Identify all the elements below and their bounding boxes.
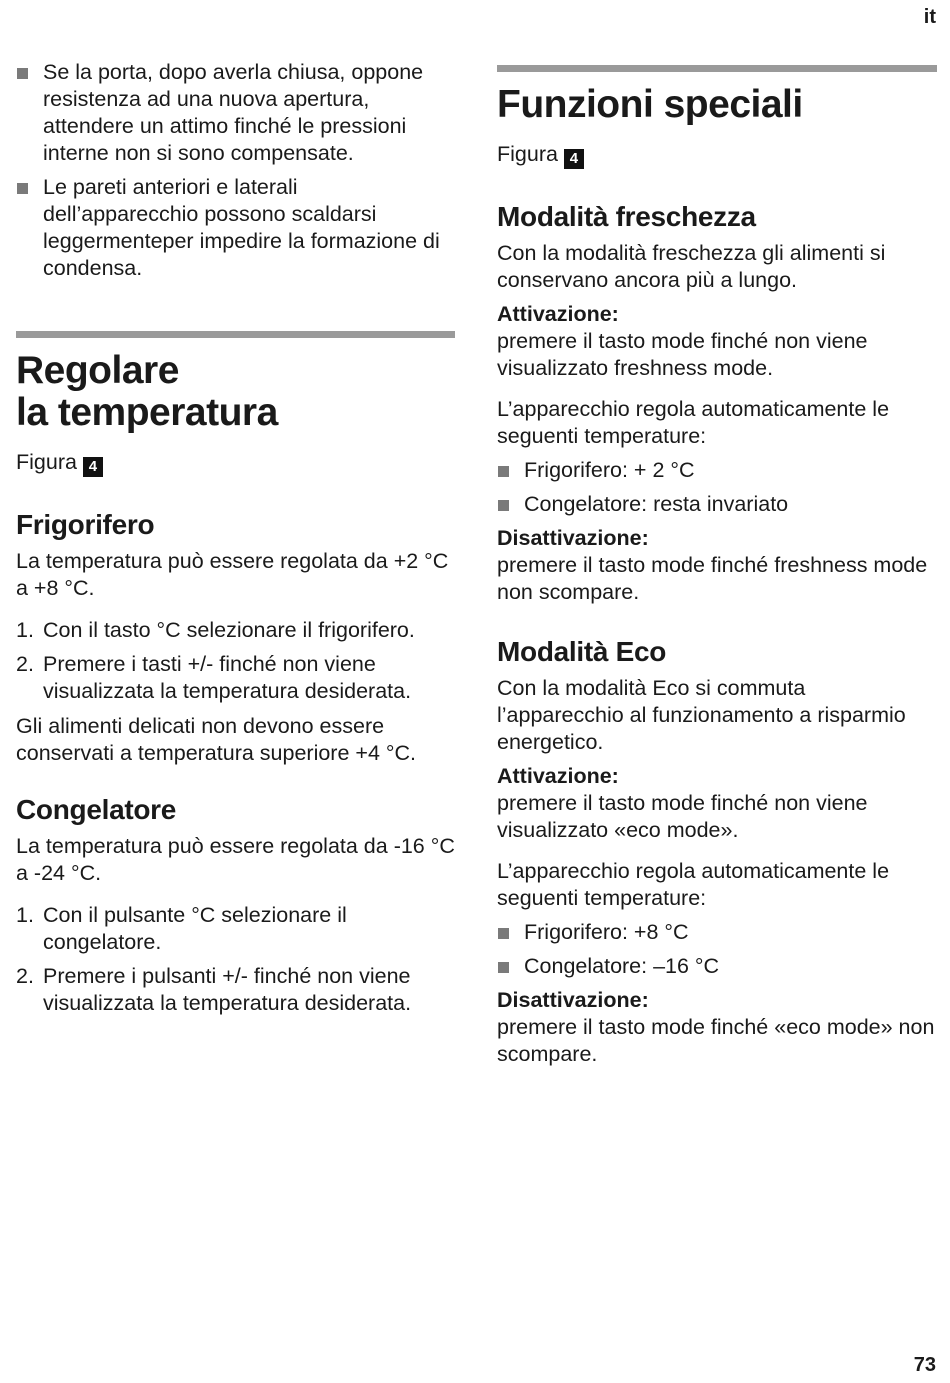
right-column (497, 0, 937, 1068)
list-item (16, 902, 456, 956)
list-item: Congelatore: resta invariato (497, 491, 937, 518)
eco-temp-list (497, 919, 937, 980)
eco-deactivation-label: Disattivazione: (497, 988, 649, 1012)
fresh-deactivation-text: premere il tasto mode finché freshness mode non scompare. (497, 553, 928, 604)
freezer-intro: La temperatura può essere regolata da -16 °C a -24 °C. (16, 834, 455, 885)
figure-number-box: 4 (83, 457, 103, 477)
fresh-deactivation-label: Disattivazione: (497, 526, 649, 550)
fresh-activation-text: premere il tasto mode finché non viene visualizzato freshness mode. (497, 329, 868, 380)
section-rule (16, 331, 455, 338)
page-number: 73 (913, 1354, 936, 1376)
heading-frigorifero: Frigorifero (16, 509, 155, 540)
list-item (16, 651, 456, 705)
language-tag: it (923, 6, 936, 28)
intro-bullet-list (16, 59, 456, 282)
figure-label: Figura (16, 450, 77, 474)
section-rule (497, 65, 937, 72)
step-number: 1. (16, 618, 34, 642)
section-title-funzioni: Funzioni speciali (497, 83, 803, 126)
list-item: Frigorifero: +8 °C (497, 919, 937, 946)
fresh-auto-text: L’apparecchio regola automaticamente le seguenti temperature: (497, 397, 890, 448)
title-line: Regolare (16, 349, 179, 392)
frigo-intro: La temperatura può essere regolata da +2 °C a +8 °C. (16, 549, 449, 600)
list-item: Congelatore: –16 °C (497, 953, 937, 980)
figure-label: Figura (497, 142, 558, 166)
heading-congelatore: Congelatore (16, 794, 177, 825)
title-line: la temperatura (16, 391, 278, 434)
figure-reference (497, 141, 937, 169)
fresh-activation-label: Attivazione: (497, 302, 619, 326)
step-number: 2. (16, 964, 34, 988)
frigo-steps (16, 617, 456, 705)
section-title-temperature (16, 350, 456, 434)
left-column (16, 0, 456, 1024)
frigo-note: Gli alimenti delicati non devono essere conservati a temperatura superiore +4 °C. (16, 714, 416, 765)
step-number: 1. (16, 903, 34, 927)
step-text: Premere i pulsanti +/- finché non viene visualizzata la temperatura desiderata. (43, 964, 412, 1015)
heading-freschezza: Modalità freschezza (497, 201, 756, 232)
fresh-intro: Con la modalità freschezza gli alimenti si conservano ancora più a lungo. (497, 241, 886, 292)
eco-intro: Con la modalità Eco si commuta l’apparecchio al funzionamento a risparmio energetico. (497, 676, 906, 754)
list-item: Le pareti anteriori e laterali dell’apparecchio possono scaldarsi leggermenteper impedire la formazione di condensa. (16, 174, 456, 282)
step-number: 2. (16, 652, 34, 676)
heading-eco: Modalità Eco (497, 636, 667, 667)
list-item (16, 963, 456, 1017)
eco-deactivation-text: premere il tasto mode finché «eco mode» non scompare. (497, 1015, 935, 1066)
list-item: Se la porta, dopo averla chiusa, oppone resistenza ad una nuova apertura, attendere un attimo finché le pressioni interne non si sono compensate. (16, 59, 456, 167)
eco-activation-text: premere il tasto mode finché non viene visualizzato «eco mode». (497, 791, 868, 842)
figure-number-box: 4 (564, 149, 584, 169)
step-text: Premere i tasti +/- finché non viene visualizzata la temperatura desiderata. (43, 652, 412, 703)
step-text: Con il pulsante °C selezionare il congelatore. (43, 903, 347, 954)
list-item (16, 617, 456, 644)
step-text: Con il tasto °C selezionare il frigorifero. (43, 618, 415, 642)
fresh-temp-list (497, 457, 937, 518)
eco-auto-text: L’apparecchio regola automaticamente le seguenti temperature: (497, 859, 890, 910)
eco-activation-label: Attivazione: (497, 764, 619, 788)
list-item: Frigorifero: + 2 °C (497, 457, 937, 484)
figure-reference (16, 449, 456, 477)
freezer-steps (16, 902, 456, 1017)
